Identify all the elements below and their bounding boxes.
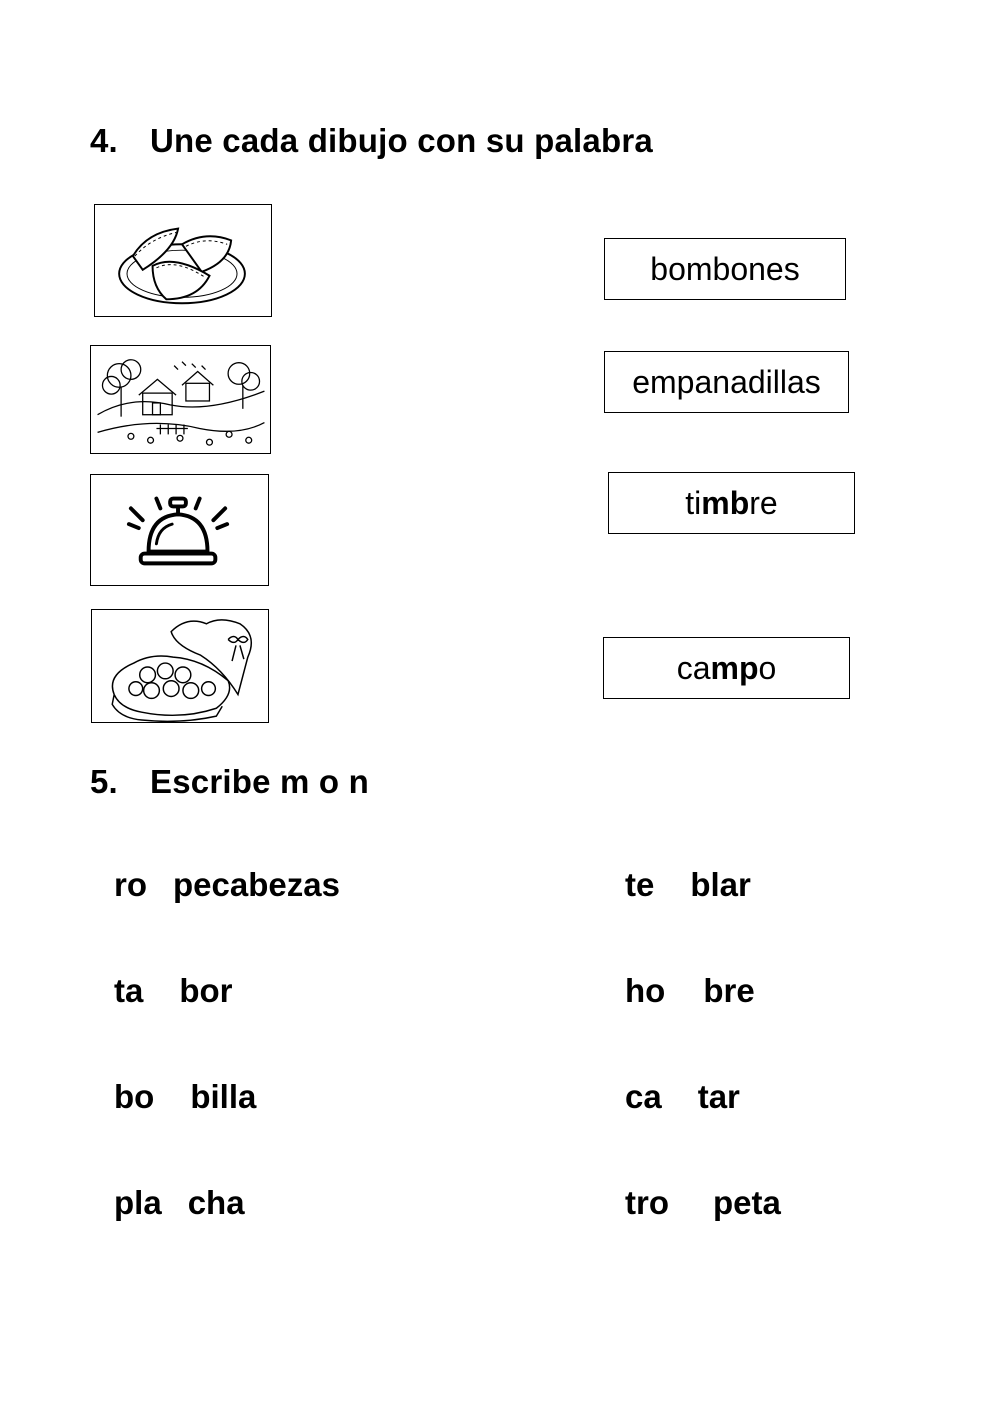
word-part-1: ti xyxy=(685,484,702,521)
exercise-4-heading xyxy=(90,122,653,160)
fill-word-hombre[interactable] xyxy=(625,972,755,1010)
fill-before: pla xyxy=(114,1184,162,1221)
exercise-4-title: Une cada dibujo con su palabra xyxy=(150,122,653,159)
exercise-5-number: 5. xyxy=(90,763,118,800)
fill-after: cha xyxy=(187,1184,245,1221)
fill-before: tro xyxy=(625,1184,669,1221)
fill-after: bre xyxy=(703,972,755,1009)
word-part-1: ca xyxy=(676,649,711,686)
fill-word-plancha[interactable] xyxy=(114,1184,245,1222)
fill-after: billa xyxy=(190,1078,257,1115)
fill-after: blar xyxy=(690,866,751,903)
fill-after: pecabezas xyxy=(173,866,340,903)
fill-before: ho xyxy=(625,972,666,1009)
fill-word-cantar[interactable] xyxy=(625,1078,740,1116)
exercise-4-number: 4. xyxy=(90,122,118,159)
fill-before: te xyxy=(625,866,655,903)
fill-after: tar xyxy=(697,1078,740,1115)
service-bell-icon[interactable] xyxy=(90,474,269,586)
fill-before: ro xyxy=(114,866,147,903)
fill-before: ta xyxy=(114,972,144,1009)
empanadillas-plate-icon[interactable] xyxy=(94,204,272,317)
word-box-empanadillas[interactable] xyxy=(604,351,849,413)
fill-before: ca xyxy=(625,1078,662,1115)
fill-word-bombilla[interactable] xyxy=(114,1078,256,1116)
word-box-timbre[interactable] xyxy=(608,472,855,534)
word-part-3: o xyxy=(758,649,777,686)
fill-after: bor xyxy=(179,972,233,1009)
countryside-landscape-icon[interactable] xyxy=(90,345,271,454)
fill-word-tambor[interactable] xyxy=(114,972,233,1010)
word-part-bold: mp xyxy=(710,649,759,686)
word-box-campo[interactable] xyxy=(603,637,850,699)
exercise-5-heading xyxy=(90,763,369,801)
word-part-1: bombones xyxy=(650,250,800,287)
fill-word-trompeta[interactable] xyxy=(625,1184,781,1222)
word-part-1: empanadillas xyxy=(632,363,821,400)
word-part-3: re xyxy=(749,484,778,521)
fill-word-temblar[interactable] xyxy=(625,866,751,904)
word-box-bombones[interactable] xyxy=(604,238,846,300)
exercise-5-title: Escribe m o n xyxy=(150,763,370,800)
word-part-bold: mb xyxy=(701,484,750,521)
fill-word-rompecabezas[interactable] xyxy=(114,866,340,904)
fill-after: peta xyxy=(713,1184,781,1221)
heart-chocolate-box-icon[interactable] xyxy=(91,609,269,723)
fill-before: bo xyxy=(114,1078,155,1115)
